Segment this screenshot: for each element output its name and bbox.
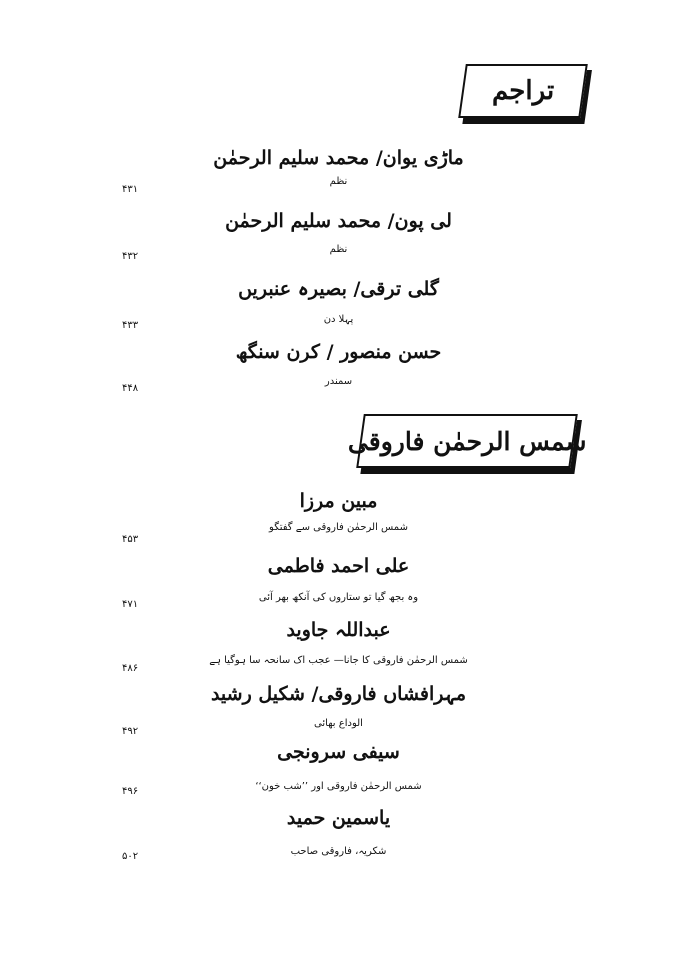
section-heading: شمس الرحمٰن فاروقی	[347, 426, 587, 456]
entry-title: پہلا دن	[323, 314, 354, 325]
entry-title: نظم	[329, 176, 348, 187]
section-heading-box	[458, 64, 588, 118]
entry-author: مہرافشاں فاروقی/ شکیل رشید	[210, 683, 467, 705]
entry-title: نظم	[329, 244, 348, 255]
entry-page-number: ۴۳۲	[122, 251, 139, 262]
entry-title: الوداع بھائی	[314, 718, 363, 729]
entry-page-number: ۴۵۳	[122, 534, 139, 545]
entry-author: عبداللہ جاوید	[286, 619, 391, 641]
entry-author: گلی ترقی/ بصیرہ عنبریں	[238, 278, 439, 300]
entry-title: شمس الرحمٰن فاروقی اور ’’شب خون‘‘	[255, 781, 422, 792]
entry-author: علی احمد فاطمی	[267, 555, 410, 577]
entry-page-number: ۴۸۶	[122, 663, 139, 674]
entry-page-number: ۴۷۱	[122, 599, 139, 610]
entry-author: سیفی سرونجی	[277, 741, 400, 763]
entry-author: حسن منصور / کرن سنگھ	[235, 341, 442, 363]
entry-author: مبین مرزا	[299, 490, 378, 512]
entry-title: شمس الرحمٰن فاروقی کا جانا— عجب اک سانحہ سا ہوگیا ہے	[209, 655, 468, 666]
entry-page-number: ۴۹۲	[122, 726, 139, 737]
section-heading: تراجم	[491, 76, 555, 106]
entry-page-number: ۵۰۲	[122, 851, 139, 862]
section-heading-box	[347, 414, 587, 468]
entry-title: وہ بجھ گیا تو ستاروں کی آنکھ بھر آئی	[258, 592, 419, 603]
entry-title: شکریہ، فاروقی صاحب	[290, 846, 387, 857]
entry-title: سمندر	[324, 376, 353, 387]
entry-title: شمس الرحمٰن فاروقی سے گفتگو	[269, 522, 408, 533]
entry-page-number: ۴۳۳	[122, 320, 139, 331]
entry-author: یاسمین حمید	[286, 807, 391, 829]
entry-page-number: ۴۳۱	[122, 184, 139, 195]
entry-page-number: ۴۹۶	[122, 786, 139, 797]
entry-author: لی پون/ محمد سلیم الرحمٰن	[225, 210, 452, 232]
entry-author: ماڑی یوان/ محمد سلیم الرحمٰن	[213, 147, 464, 169]
entry-page-number: ۴۴۸	[122, 383, 139, 394]
